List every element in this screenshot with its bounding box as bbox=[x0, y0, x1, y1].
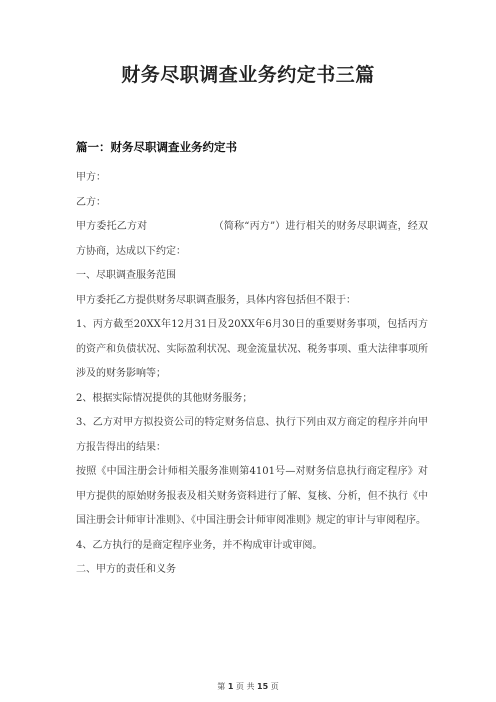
page-footer bbox=[0, 681, 496, 692]
document-title: 财务尽职调查业务约定书三篇 bbox=[121, 64, 375, 86]
section-heading: 篇一：财务尽职调查业务约定书 bbox=[76, 140, 237, 154]
clause-heading-scope: 一、尽职调查服务范围 bbox=[76, 270, 176, 281]
scope-item-2: 2、根据实际情况提供的其他财务服务； bbox=[76, 392, 253, 404]
party-b-line: 乙方： bbox=[76, 196, 106, 208]
scope-item-1: 1、丙方截至20XX年12月31日及20XX年6月30日的重要财务事项，包括丙方的资产和负债状况、实际盈利状况、现金流量状况、税务事项、重大法律事项所涉及的财务影响等； bbox=[76, 319, 428, 379]
footer-total-pages: 15 bbox=[257, 682, 269, 691]
scope-intro-paragraph: 甲方委托乙方提供财务尽职调查服务，具体内容包括但不限于： bbox=[76, 294, 356, 306]
scope-item-4: 4、乙方执行的是商定程序业务，并不构成审计或审阅。 bbox=[76, 539, 323, 551]
document-body bbox=[76, 138, 428, 583]
footer-middle: 页 共 bbox=[235, 682, 255, 691]
intro-paragraph: 甲方委托乙方对 （简称“丙方”）进行相关的财务尽职调查，经双方协商，达成以下约定： bbox=[76, 221, 428, 257]
footer-prefix: 第 bbox=[217, 682, 226, 691]
scope-item-3: 3、乙方对甲方拟投资公司的特定财务信息、执行下列由双方商定的程序并向甲方报告得出的结果： bbox=[76, 417, 428, 453]
footer-current-page: 1 bbox=[227, 682, 234, 691]
footer-suffix: 页 bbox=[270, 682, 279, 691]
standards-paragraph: 按照《中国注册会计师相关服务准则第4101号—对财务信息执行商定程序》对甲方提供的原始财务报表及相关财务资料进行了解、复核、分析，但不执行《中国注册会计师审计准则》、《中国注册会计师审阅准则》规定的审计与审阅程序。 bbox=[76, 466, 428, 526]
clause-heading-party-a-duties: 二、甲方的责任和义务 bbox=[76, 564, 176, 575]
party-a-line: 甲方： bbox=[76, 172, 106, 183]
